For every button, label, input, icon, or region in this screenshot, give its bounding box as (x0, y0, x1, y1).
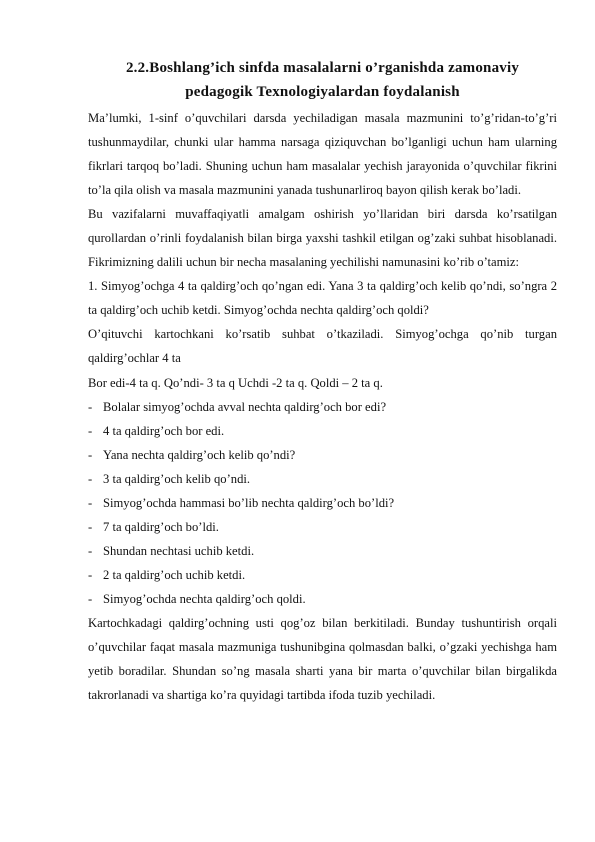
list-item (88, 539, 557, 563)
dialogue-line: Simyog’ochda hammasi bo’lib nechta qaldirg’och bo’ldi? (103, 495, 395, 510)
dialogue-line: 2 ta qaldirg’och uchib ketdi. (103, 567, 246, 582)
list-item (88, 443, 557, 467)
list-item (88, 491, 557, 515)
list-item (88, 419, 557, 443)
dash-bullet: - (88, 543, 93, 558)
dialogue-line: Bolalar simyog’ochda avval nechta qaldirg’och bor edi? (103, 399, 387, 414)
dialogue-line: Simyog’ochda nechta qaldirg’och qoldi. (103, 591, 306, 606)
document-body (88, 106, 557, 707)
dash-bullet: - (88, 519, 93, 534)
dash-bullet: - (88, 495, 93, 510)
dash-bullet: - (88, 447, 93, 462)
paragraph-method: Bu vazifalarni muvaffaqiyatli amalgam oshirish yo’llaridan biri darsda ko’rsatilgan qurollardan o’rinli foydalanish bilan birga yaxshi tashkil etilgan og’zaki suhbat hisoblanadi. Fikrimizning dalili uchun bir necha masalaning yechilishi namunasini ko’rib o’tamiz: (88, 207, 557, 270)
paragraph-problem-1: 1. Simyog’ochga 4 ta qaldirg’och qo’ngan edi. Yana 3 ta qaldirg’och kelib qo’ndi, so’ngra 2 ta qaldirg’och uchib ketdi. Simyog’ochda nechta qaldirg’och qoldi? (88, 279, 557, 318)
paragraph-teacher-card: O’qituvchi kartochkani ko’rsatib suhbat o’tkaziladi. Simyog’ochga qo’nib turgan qaldirg’ochlar 4 ta (88, 327, 557, 366)
dialogue-list (88, 395, 557, 611)
list-item (88, 515, 557, 539)
dialogue-line: 4 ta qaldirg’och bor edi. (103, 423, 225, 438)
dash-bullet: - (88, 399, 93, 414)
dialogue-line: 3 ta qaldirg’och kelib qo’ndi. (103, 471, 251, 486)
dialogue-line: Yana nechta qaldirg’och kelib qo’ndi? (103, 447, 296, 462)
dash-bullet: - (88, 591, 93, 606)
list-item (88, 587, 557, 611)
list-item (88, 395, 557, 419)
page-content (88, 56, 557, 707)
paragraph-closing: Kartochkadagi qaldirg’ochning usti qog’oz bilan berkitiladi. Bunday tushuntirish orqali o’quvchilar faqat masala mazmuniga tushunibgina qolmasdan balki, o’gzaki yechishga ham yetib boradilar. Shundan so’ng masala sharti yana bir marta o’quvchilar bilan birgalikda takrorlanadi va shartiga ko’ra quyidagi tartibda ifoda tuzib yechiladi. (88, 615, 557, 703)
dialogue-line: 7 ta qaldirg’och bo’ldi. (103, 519, 219, 534)
paragraph-intro: Ma’lumki, 1-sinf o’quvchilari darsda yechiladigan masala mazmunini to’g’ridan-to’g’ri tushunmaydilar, chunki ular hamma narsaga qiziquvchan bo’lganligi uchun ham ularning fikrlari tarqoq bo’ladi. Shuning uchun ham masalalar yechish jarayonida o’quvchilar fikrini to’la qila olish va masala mazmunini yanada tushunarliroq bayon qilish kerak bo’ladi. (88, 111, 557, 198)
dash-bullet: - (88, 423, 93, 438)
list-item (88, 563, 557, 587)
dash-bullet: - (88, 567, 93, 582)
heading-line-2: pedagogik Texnologiyalardan foydalanish (185, 84, 460, 100)
dash-bullet: - (88, 471, 93, 486)
dialogue-line: Shundan nechtasi uchib ketdi. (103, 543, 255, 558)
paragraph-summary-line: Bor edi-4 ta q. Qo’ndi- 3 ta q Uchdi -2 ta q. Qoldi – 2 ta q. (88, 375, 383, 390)
heading-line-1: 2.2.Boshlang’ich sinfda masalalarni o’rganishda zamonaviy (125, 60, 520, 76)
section-heading (88, 56, 557, 104)
list-item (88, 467, 557, 491)
